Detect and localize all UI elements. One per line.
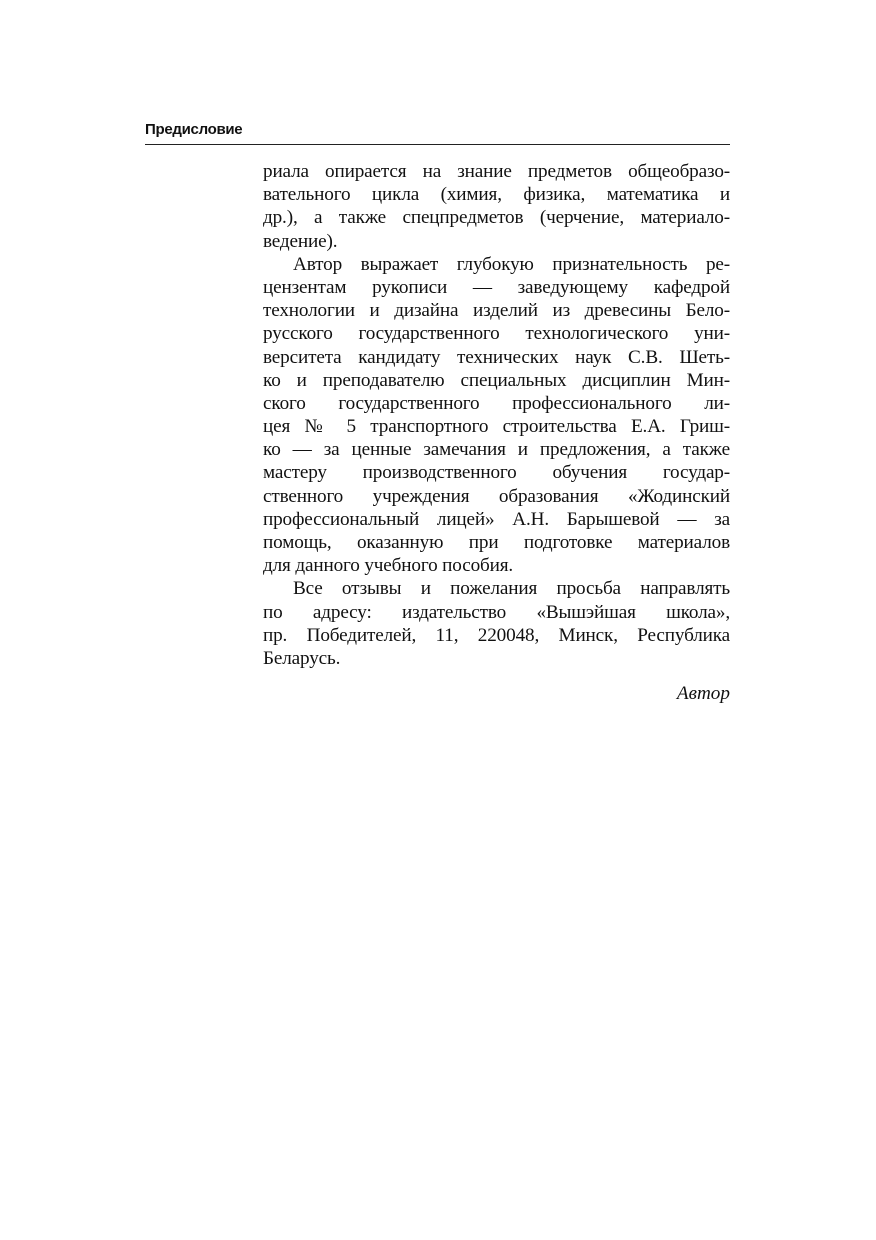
paragraph-3 [263,577,730,670]
text-line: мастеру производственного обучения государ- [263,462,730,484]
text-line: помощь, оказанную при подготовке материалов [263,532,730,553]
text-line: цея № 5 транспортного строительства Е.А. Гриш- [263,416,730,438]
text-line: для данного учебного пособия. [263,555,514,577]
text-line: риала опирается на знание предметов общеобразо- [263,161,730,182]
text-line: др.), а также спецпредметов (черчение, материало- [263,207,730,229]
text-line: ского государственного профессионального ли- [263,392,730,414]
text-line: цензентам рукописи — заведующему кафедрой [263,276,730,298]
author-signature: Автор [676,683,730,705]
paragraph-2 [263,253,730,578]
text-line: верситета кандидату технических наук С.В. Шеть- [263,346,730,368]
text-line: ведение). [263,230,338,252]
text-line: Автор выражает глубокую признательность ре- [293,253,730,275]
text-line: Все отзывы и пожелания просьба направлять [293,578,730,600]
signature-block [263,670,730,710]
text-line: ко и преподавателю специальных дисциплин Мин- [263,369,730,391]
text-line: вательного цикла (химия, физика, математика и [263,184,730,206]
text-line: по адресу: издательство «Вышэйшая школа», [263,601,730,623]
text-line: русского государственного технологического уни- [263,323,730,345]
text-line: ственного учреждения образования «Жодинский [263,485,730,507]
section-title: Предисловие [145,121,243,138]
text-line: пр. Победителей, 11, 220048, Минск, Республика [263,624,730,646]
text-line: Беларусь. [263,647,341,669]
running-head [145,120,730,145]
text-line: ко — за ценные замечания и предложения, а также [263,439,730,461]
paragraph-1 [263,160,730,253]
text-line: профессиональный лицей» А.Н. Барышевой — за [263,508,730,530]
text-line: технологии и дизайна изделий из древесины Бело- [263,300,730,322]
body-text [263,160,730,710]
